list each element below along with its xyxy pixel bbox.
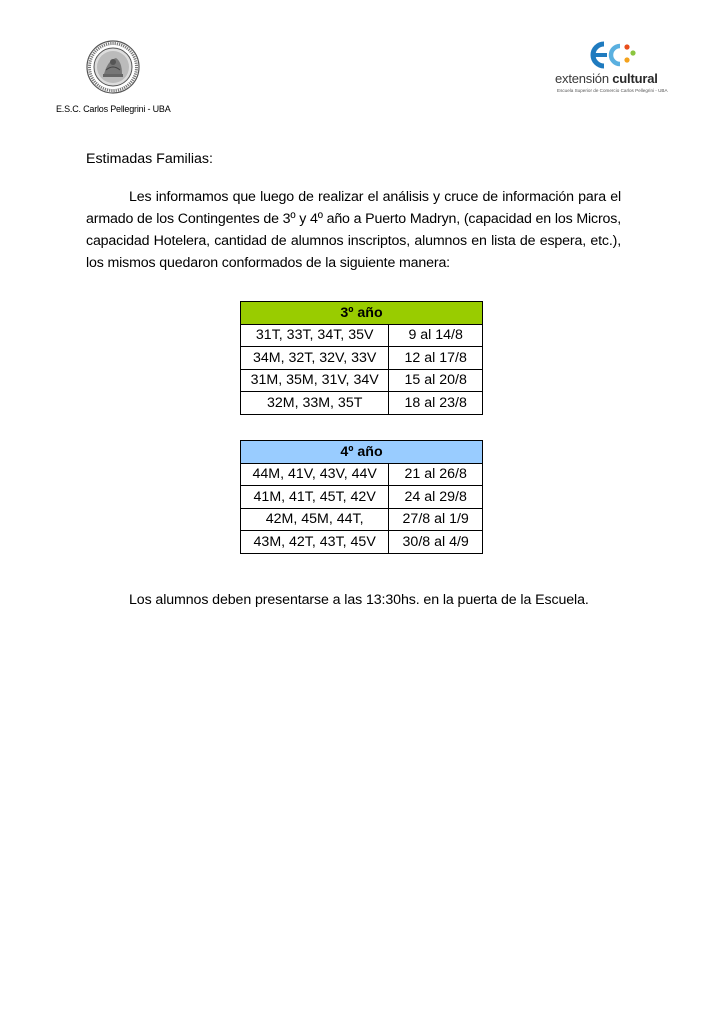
ec-logo-subtitle: Escuela Superior de Comercio Carlos Pellegrini - UBA bbox=[557, 88, 668, 93]
school-name: E.S.C. Carlos Pellegrini - UBA bbox=[56, 104, 171, 114]
schedule-table-4th-year bbox=[240, 440, 483, 554]
ec-logo-wordmark bbox=[555, 71, 658, 86]
letter-body bbox=[86, 148, 621, 274]
table-row bbox=[241, 392, 483, 415]
table-row bbox=[241, 369, 483, 392]
dates-cell: 24 al 29/8 bbox=[389, 486, 483, 509]
dates-cell: 27/8 al 1/9 bbox=[389, 508, 483, 531]
closing-note: Los alumnos deben presentarse a las 13:30hs. en la puerta de la Escuela. bbox=[129, 592, 589, 608]
ec-word-light: extensión bbox=[555, 71, 609, 86]
groups-cell: 32M, 33M, 35T bbox=[241, 392, 389, 415]
groups-cell: 43M, 42T, 43T, 45V bbox=[241, 531, 389, 554]
university-seal-logo bbox=[86, 40, 140, 94]
groups-cell: 34M, 32T, 32V, 33V bbox=[241, 347, 389, 370]
table-title: 3º año bbox=[241, 302, 483, 325]
groups-cell: 42M, 45M, 44T, bbox=[241, 508, 389, 531]
table-row bbox=[241, 486, 483, 509]
groups-cell: 44M, 41V, 43V, 44V bbox=[241, 463, 389, 486]
groups-cell: 31M, 35M, 31V, 34V bbox=[241, 369, 389, 392]
dates-cell: 18 al 23/8 bbox=[389, 392, 483, 415]
dates-cell: 21 al 26/8 bbox=[389, 463, 483, 486]
table-row bbox=[241, 531, 483, 554]
greeting: Estimadas Familias: bbox=[86, 151, 213, 167]
groups-cell: 41M, 41T, 45T, 42V bbox=[241, 486, 389, 509]
table-title: 4º año bbox=[241, 441, 483, 464]
intro-paragraph: Les informamos que luego de realizar el análisis y cruce de información para el armado de los Contingentes de 3º y 4º año a Puerto Madryn, (capacidad en los Micros, capacidad Hotelera, cantidad de alumnos inscriptos, alumnos en lista de espera, etc.), los mismos quedaron conformados de la siguiente manera: bbox=[86, 189, 621, 271]
table-row bbox=[241, 324, 483, 347]
table-row bbox=[241, 508, 483, 531]
table-row bbox=[241, 463, 483, 486]
dates-cell: 9 al 14/8 bbox=[389, 324, 483, 347]
dates-cell: 15 al 20/8 bbox=[389, 369, 483, 392]
dates-cell: 12 al 17/8 bbox=[389, 347, 483, 370]
table-row bbox=[241, 347, 483, 370]
ec-word-bold: cultural bbox=[612, 71, 658, 86]
groups-cell: 31T, 33T, 34T, 35V bbox=[241, 324, 389, 347]
extension-cultural-logo bbox=[552, 40, 668, 98]
schedule-table-3rd-year bbox=[240, 301, 483, 415]
dates-cell: 30/8 al 4/9 bbox=[389, 531, 483, 554]
ec-logo-mark bbox=[590, 40, 640, 70]
